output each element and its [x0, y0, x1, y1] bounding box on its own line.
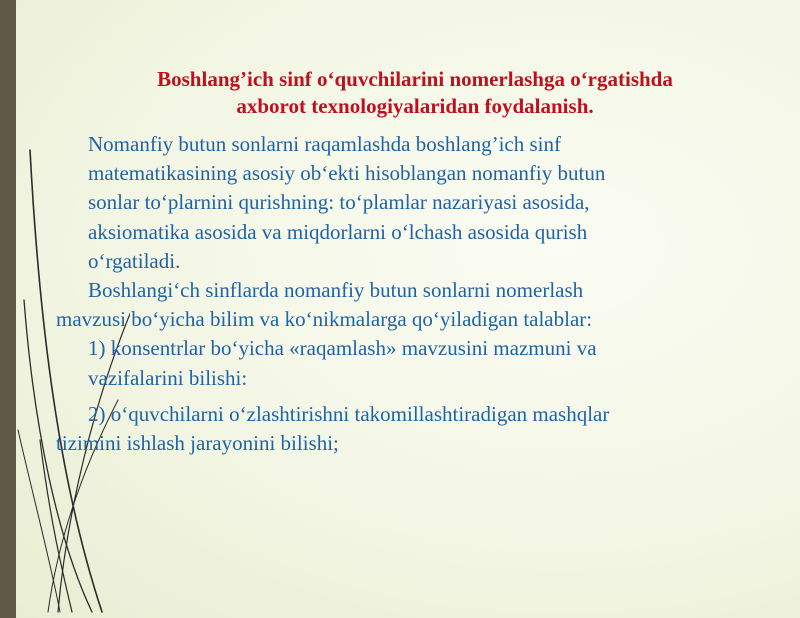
slide-title — [100, 66, 730, 120]
body-line: 1) konsentrlar bo‘yicha «raqamlash» mavzusini mazmuni va — [88, 336, 597, 361]
body-line: sonlar to‘plarnini qurishning: to‘plamlar nazariyasi asosida, — [88, 190, 590, 215]
body-line: vazifalarini bilishi: — [88, 365, 248, 390]
body-line: aksiomatika asosida va miqdorlarni o‘lchash asosida qurish — [88, 219, 588, 244]
body-line: tizimini ishlash jarayonini bilishi; — [56, 431, 339, 456]
slide-body — [56, 130, 776, 458]
body-line: mavzusi bo‘yicha bilim va ko‘nikmalarga qo‘yiladigan talablar: — [56, 307, 593, 332]
body-line: Boshlangi‘ch sinflarda nomanfiy butun sonlarni nomerlash — [88, 278, 584, 303]
body-line: Nomanfiy butun sonlarni raqamlashda boshlang’ich sinf — [88, 132, 561, 156]
body-line: matematikasining asosiy ob‘ekti hisoblangan nomanfiy butun — [88, 161, 606, 186]
body-line: 2) o‘quvchilarni o‘zlashtirishni takomillashtiradigan mashqlar — [88, 401, 610, 426]
body-line: o‘rgatiladi. — [88, 248, 181, 273]
title-line-2: axborot texnologiyalaridan foydalanish. — [236, 94, 594, 118]
title-line-1: Boshlang’ich sinf o‘quvchilarini nomerlashga o‘rgatishda — [157, 67, 673, 91]
